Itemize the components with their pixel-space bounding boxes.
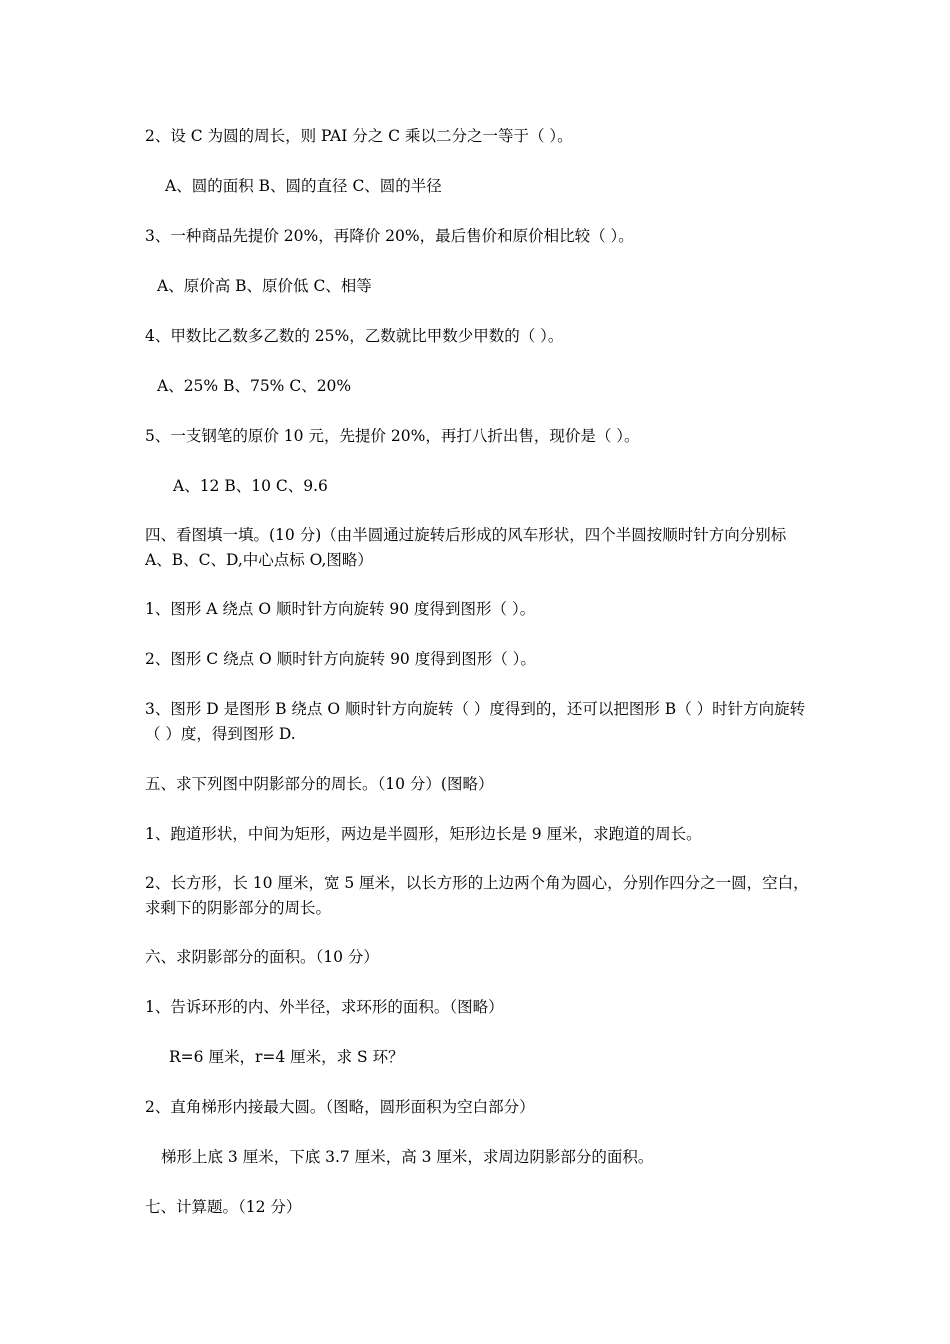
section-4-question-1: 1、图形 A 绕点 O 顺时针方向旋转 90 度得到图形（ ）。: [145, 600, 536, 618]
section-4-heading: 四、看图填一填。(10 分)（由半圆通过旋转后形成的风车形状，四个半圆按顺时针方向分别标 A、B、C、D,中心点标 O,图略）: [145, 526, 792, 569]
question-3: 3、一种商品先提价 20%，再降价 20%，最后售价和原价相比较（ ）。: [145, 227, 634, 245]
section-5-question-2: 2、长方形，长 10 厘米，宽 5 厘米，以长方形的上边两个角为圆心，分别作四分之一圆，空白，求剩下的阴影部分的周长。: [145, 874, 809, 917]
question-2-options: A、圆的面积 B、圆的直径 C、圆的半径: [165, 177, 442, 195]
section-5-heading: 五、求下列图中阴影部分的周长。（10 分）(图略）: [145, 775, 494, 793]
section-5-question-1: 1、跑道形状，中间为矩形，两边是半圆形，矩形边长是 9 厘米，求跑道的周长。: [145, 825, 702, 843]
section-4-question-3: 3、图形 D 是图形 B 绕点 O 顺时针方向旋转（ ）度得到的，还可以把图形 B（ ）时针方向旋转（ ）度，得到图形 D.: [145, 700, 806, 743]
section-6-question-2: 2、直角梯形内接最大圆。（图略，圆形面积为空白部分）: [145, 1098, 535, 1116]
section-6-question-1: 1、告诉环形的内、外半径，求环形的面积。（图略）: [145, 998, 504, 1016]
question-3-options: A、原价高 B、原价低 C、相等: [157, 277, 372, 295]
question-5: 5、一支钢笔的原价 10 元，先提价 20%，再打八折出售，现价是（ ）。: [145, 427, 640, 445]
question-4: 4、甲数比乙数多乙数的 25%，乙数就比甲数少甲数的（ ）。: [145, 327, 564, 345]
section-7-heading: 七、计算题。（12 分）: [145, 1198, 302, 1216]
section-6-question-1-givens: R=6 厘米，r=4 厘米，求 S 环？: [169, 1048, 404, 1066]
question-2: 2、设 C 为圆的周长，则 PAI 分之 C 乘以二分之一等于（ ）。: [145, 127, 573, 145]
question-5-options: A、12 B、10 C、9.6: [173, 477, 328, 495]
section-6-heading: 六、求阴影部分的面积。（10 分）: [145, 948, 379, 966]
section-6-question-2-givens: 梯形上底 3 厘米，下底 3.7 厘米，高 3 厘米，求周边阴影部分的面积。: [161, 1148, 654, 1166]
section-4-question-2: 2、图形 C 绕点 O 顺时针方向旋转 90 度得到图形（ ）。: [145, 650, 536, 668]
question-4-options: A、25% B、75% C、20%: [157, 377, 352, 395]
